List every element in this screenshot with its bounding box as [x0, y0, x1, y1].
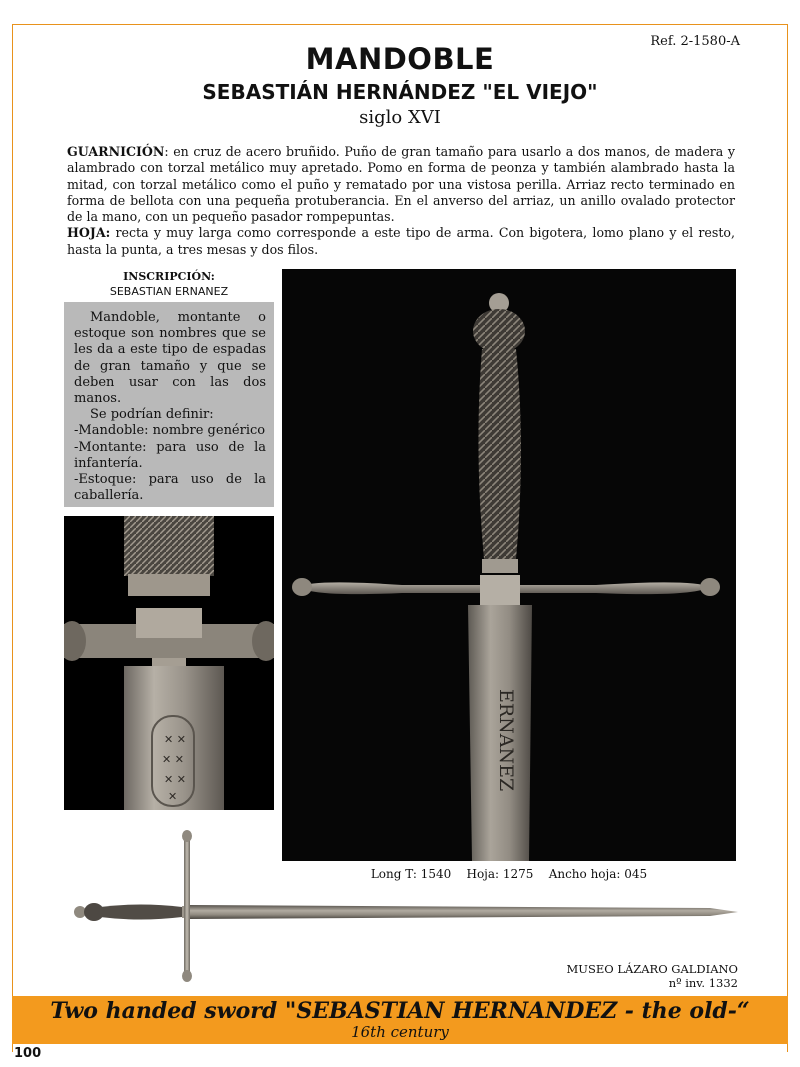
note-line-montante: -Montante: para uso de la infantería. — [74, 439, 266, 471]
museum-credit — [567, 962, 739, 990]
hilt-detail-photo — [64, 516, 274, 810]
note-paragraph: Mandoble, montante o estoque son nombres que se les da a este tipo de espadas de gran tamaño y que se deben usar con las dos manos. — [74, 310, 266, 407]
hoja-text: recta y muy larga como corresponde a este tipo de arma. Con bigotera, lomo plano y el resto, hasta la punta, a tres mesas y dos filos. — [67, 225, 735, 257]
svg-text:✕ ✕: ✕ ✕ — [162, 753, 184, 766]
full-sword-photo — [70, 828, 740, 983]
guarnicion-text: : en cruz de acero bruñido. Puño de gran tamaño para usarlo a dos manos, de madera y alambrado con torzal metálico muy apretado. Pomo en forma de peonza y también alambrado hasta la mitad, con torzal metálico como el puño y rematado por una vistosa perilla. Arriaz recto terminado en forma de bellota con una pequeña protuberancia. En el anverso del arriaz, un anillo ovalado protector de la mano, con un pequeño pasador rompepuntas. — [67, 144, 735, 225]
note-box — [64, 302, 274, 507]
english-title-banner — [12, 996, 788, 1044]
page-subtitle: SEBASTIÁN HERNÁNDEZ "EL VIEJO" — [202, 80, 598, 104]
blade-inscription: ERNANEZ — [495, 689, 517, 792]
note-line-mandoble: -Mandoble: nombre genérico — [74, 423, 266, 439]
inscription-label: INSCRIPCIÓN: — [123, 270, 215, 283]
banner-title: Two handed sword "SEBASTIAN HERNANDEZ - the old-“ — [50, 998, 750, 1024]
note-definitions-intro: Se podrían definir: — [90, 407, 214, 423]
inscription-text: SEBASTIAN ERNANEZ — [109, 285, 229, 298]
main-sword-photo — [282, 269, 736, 861]
svg-text:✕ ✕: ✕ ✕ — [164, 773, 186, 786]
banner-subtitle: 16th century — [351, 1023, 449, 1041]
svg-text:✕: ✕ — [168, 790, 178, 803]
measurements: Long T: 1540 Hoja: 1275 Ancho hoja: 045 — [370, 867, 648, 881]
page-title: MANDOBLE — [305, 42, 495, 76]
description-text — [67, 144, 735, 258]
hoja-label: HOJA: — [67, 225, 111, 241]
note-line-estoque: -Estoque: para uso de la caballería. — [74, 472, 266, 504]
century-label: siglo XVI — [359, 107, 441, 128]
svg-text:✕ ✕: ✕ ✕ — [164, 733, 186, 746]
museum-name: MUSEO LÁZARO GALDIANO — [566, 962, 738, 976]
guarnicion-label: GUARNICIÓN — [67, 144, 165, 159]
page-number: 100 — [14, 1046, 42, 1061]
reference-number: Ref. 2-1580-A — [650, 34, 740, 49]
inventory-number: nº inv. 1332 — [668, 976, 738, 990]
